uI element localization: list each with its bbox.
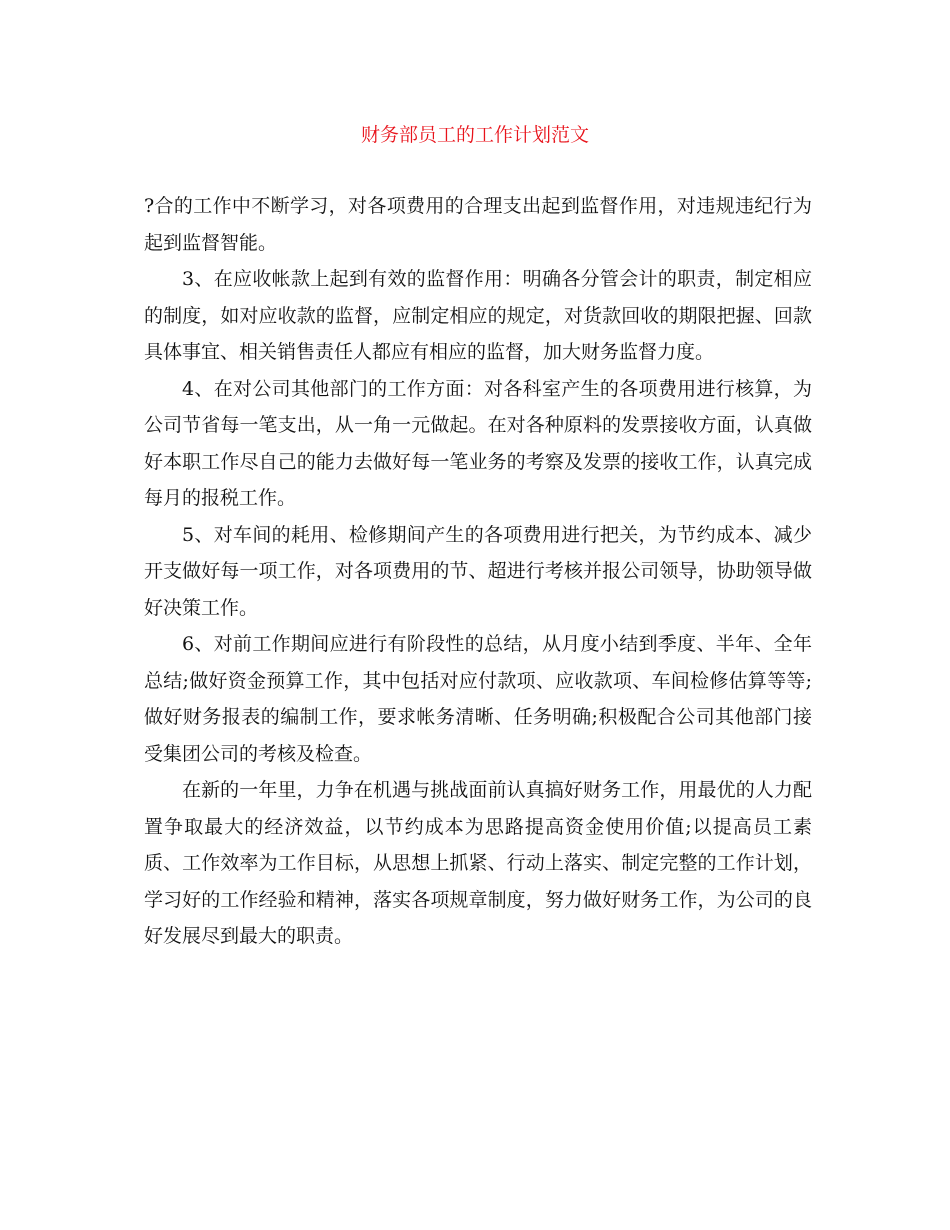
paragraph-item-6: 6、对前工作期间应进行有阶段性的总结，从月度小结到季度、半年、全年总结;做好资金预算工作，其中包括对应付款项、应收款项、车间检修估算等等;做好财务报表的编制工作，要求帐务清晰、任务明确;积极配合公司其他部门接受集团公司的考核及检查。 — [144, 633, 812, 765]
paragraph-item-5: 5、对车间的耗用、检修期间产生的各项费用进行把关，为节约成本、减少开支做好每一项工作，对各项费用的节、超进行考核并报公司领导，协助领导做好决策工作。 — [144, 523, 812, 619]
paragraph-item-3: 3、在应收帐款上起到有效的监督作用：明确各分管会计的职责，制定相应的制度，如对应收款的监督，应制定相应的规定，对货款回收的期限把握、回款具体事宜、相关销售责任人都应有相应的监督，加大财务监督力度。 — [144, 268, 812, 363]
paragraph-conclusion: 在新的一年里，力争在机遇与挑战面前认真搞好财务工作，用最优的人力配置争取最大的经济效益，以节约成本为思路提高资金使用价值;以提高员工素质、工作效率为工作目标，从思想上抓紧、行动上落实、制定完整的工作计划，学习好的工作经验和精神，落实各项规章制度，努力做好财务工作，为公司的良好发展尽到最大的职责。 — [144, 779, 812, 947]
paragraph-intro: ?合的工作中不断学习，对各项费用的合理支出起到监督作用，对违规违纪行为起到监督智能。 — [144, 195, 812, 254]
paragraph-item-4: 4、在对公司其他部门的工作方面：对各科室产生的各项费用进行核算，为公司节省每一笔支出，从一角一元做起。在对各种原料的发票接收方面，认真做好本职工作尽自己的能力去做好每一笔业务的考察及发票的接收工作，认真完成每月的报税工作。 — [144, 377, 812, 509]
document-body — [144, 188, 812, 955]
document-title: 财务部员工的工作计划范文 — [360, 124, 589, 146]
